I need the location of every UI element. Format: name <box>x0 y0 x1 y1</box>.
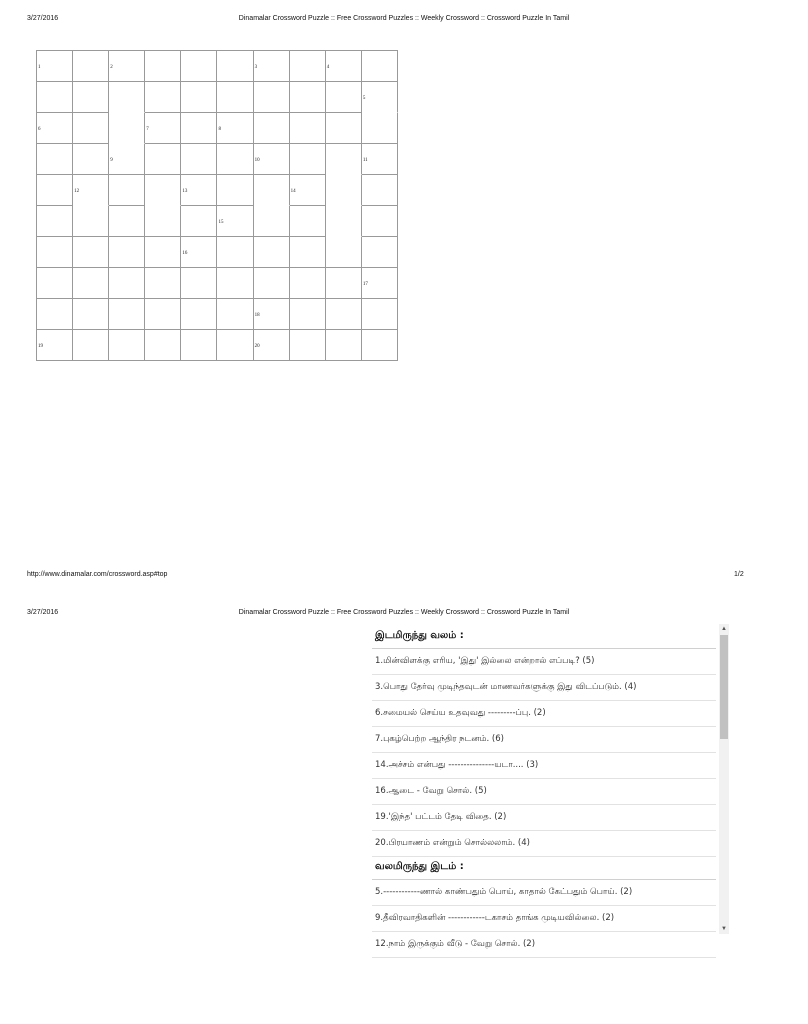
grid-cell[interactable] <box>362 206 398 237</box>
grid-cell[interactable] <box>37 113 73 144</box>
grid-cell[interactable] <box>37 82 73 113</box>
grid-cell[interactable] <box>37 299 73 330</box>
scroll-up-arrow-icon[interactable]: ▲ <box>721 626 727 632</box>
grid-cell[interactable] <box>145 268 181 299</box>
grid-cell[interactable] <box>73 237 109 268</box>
grid-cell[interactable] <box>290 330 326 361</box>
grid-cell[interactable] <box>326 82 362 113</box>
down-heading: வலமிருந்து இடம் : <box>372 857 716 880</box>
clue-number: 14 <box>290 189 296 194</box>
clue-item[interactable]: 7.புகழ்பெற்ற ஆந்திர நடனம். (6) <box>372 727 716 753</box>
grid-cell[interactable] <box>362 144 398 175</box>
clue-number: 8 <box>218 127 221 132</box>
grid-cell[interactable] <box>37 237 73 268</box>
page-1-title: Dinamalar Crossword Puzzle :: Free Crossword Puzzles :: Weekly Crossword :: Crossword Puzzle In Tamil <box>238 15 570 22</box>
grid-cell[interactable] <box>326 144 362 175</box>
grid-cell[interactable] <box>326 268 362 299</box>
grid-cell[interactable] <box>181 113 217 144</box>
grid-cell[interactable] <box>37 51 73 82</box>
clue-item[interactable]: 3.பொது தேர்வு முடிந்தவுடன் மாணவர்களுக்கு இது விடப்படும். (4) <box>372 675 716 701</box>
grid-cell[interactable] <box>326 113 362 144</box>
clue-number: 17 <box>362 282 368 287</box>
crossword-grid <box>36 50 398 361</box>
page-1-date: 3/27/2016 <box>27 15 59 22</box>
clue-number: 18 <box>254 313 260 318</box>
grid-cell[interactable] <box>326 206 362 237</box>
grid-cell[interactable] <box>109 144 145 175</box>
clue-item[interactable]: 12.நாம் இருக்கும் வீடு - வேறு சொல். (2) <box>372 932 716 958</box>
page-number: 1/2 <box>734 571 744 578</box>
grid-cell[interactable] <box>362 299 398 330</box>
clue-number: 10 <box>254 158 260 163</box>
grid-cell[interactable] <box>290 237 326 268</box>
grid-cell[interactable] <box>326 175 362 206</box>
grid-cell[interactable] <box>290 82 326 113</box>
clue-number: 7 <box>146 127 149 132</box>
grid-cell[interactable] <box>109 237 145 268</box>
clue-number: 19 <box>38 344 43 349</box>
grid-cell[interactable] <box>181 330 217 361</box>
grid-cell[interactable] <box>73 113 109 144</box>
clue-number: 16 <box>182 251 188 256</box>
grid-cell[interactable] <box>73 175 109 206</box>
grid-cell[interactable] <box>181 51 217 82</box>
grid-cell[interactable] <box>73 82 109 113</box>
grid-cell[interactable] <box>109 175 145 206</box>
grid-cell[interactable] <box>145 206 181 237</box>
grid-cell[interactable] <box>37 206 73 237</box>
clue-item[interactable]: 9.தீவிரவாதிகளின் ------------டகாசம் தாங்க முடியவில்லை. (2) <box>372 906 716 932</box>
grid-cell[interactable] <box>362 175 398 206</box>
grid-cell[interactable] <box>217 51 253 82</box>
grid-cell[interactable] <box>362 268 398 299</box>
page-2-title: Dinamalar Crossword Puzzle :: Free Crossword Puzzles :: Weekly Crossword :: Crossword Puzzle In Tamil <box>238 609 570 616</box>
grid-cell[interactable] <box>254 82 290 113</box>
grid-cell[interactable] <box>109 82 145 113</box>
grid-cell[interactable] <box>109 268 145 299</box>
grid-cell[interactable] <box>181 299 217 330</box>
across-clue-list <box>372 649 716 857</box>
grid-cell[interactable] <box>362 237 398 268</box>
grid-cell[interactable] <box>326 299 362 330</box>
grid-cell[interactable] <box>326 330 362 361</box>
clue-number: 11 <box>362 158 368 163</box>
grid-cell[interactable] <box>145 51 181 82</box>
grid-cell[interactable] <box>145 299 181 330</box>
clue-item[interactable]: 20.பிரயாணம் என்றும் சொல்லலாம். (4) <box>372 831 716 857</box>
grid-cell[interactable] <box>181 206 217 237</box>
grid-cell[interactable] <box>217 113 253 144</box>
down-clue-list <box>372 880 716 958</box>
clue-item[interactable]: 19.'இந்த' பட்டம் தேடி விதை. (2) <box>372 805 716 831</box>
grid-cell[interactable] <box>290 175 326 206</box>
clues-panel[interactable] <box>372 626 716 949</box>
clue-number: 1 <box>38 65 41 70</box>
clue-number: 6 <box>38 127 41 132</box>
grid-cell[interactable] <box>290 144 326 175</box>
grid-cell[interactable] <box>73 206 109 237</box>
grid-cell[interactable] <box>217 175 253 206</box>
grid-cell[interactable] <box>145 144 181 175</box>
clue-number: 13 <box>182 189 188 194</box>
grid-cell[interactable] <box>362 113 398 144</box>
grid-cell[interactable] <box>290 51 326 82</box>
grid-cell[interactable] <box>362 330 398 361</box>
clue-number: 3 <box>254 65 258 70</box>
grid-cell[interactable] <box>217 237 253 268</box>
grid-cell[interactable] <box>217 206 253 237</box>
clue-number: 4 <box>326 65 330 70</box>
grid-cell[interactable] <box>109 51 145 82</box>
grid-cell[interactable] <box>37 144 73 175</box>
grid-cell[interactable] <box>145 113 181 144</box>
grid-cell[interactable] <box>326 51 362 82</box>
grid-cell[interactable] <box>290 206 326 237</box>
grid-cell[interactable] <box>181 237 217 268</box>
clue-item[interactable]: 16.ஆடை - வேறு சொல். (5) <box>372 779 716 805</box>
scroll-down-arrow-icon[interactable]: ▼ <box>721 926 727 932</box>
grid-cell[interactable] <box>37 268 73 299</box>
grid-cell[interactable] <box>217 144 253 175</box>
clue-item[interactable]: 5.------------ணால் காண்பதும் பொய், காதால் கேட்பதும் பொய். (2) <box>372 880 716 906</box>
grid-cell[interactable] <box>73 299 109 330</box>
clue-number: 5 <box>362 96 366 101</box>
grid-cell[interactable] <box>254 51 290 82</box>
grid-cell[interactable] <box>73 330 109 361</box>
grid-cell[interactable] <box>109 299 145 330</box>
grid-cell[interactable] <box>326 237 362 268</box>
grid-cell[interactable] <box>217 82 253 113</box>
clue-item[interactable]: 1.மின்விளக்கு எரிய, 'இது' இல்லை என்றால் எப்படி? (5) <box>372 649 716 675</box>
grid-cell[interactable] <box>290 299 326 330</box>
grid-cell[interactable] <box>217 330 253 361</box>
grid-cell[interactable] <box>181 144 217 175</box>
grid-cell[interactable] <box>145 175 181 206</box>
grid-cell[interactable] <box>73 144 109 175</box>
grid-cell[interactable] <box>181 175 217 206</box>
grid-cell[interactable] <box>290 268 326 299</box>
grid-cell[interactable] <box>37 330 73 361</box>
across-heading: இடமிருந்து வலம் : <box>372 626 716 649</box>
grid-cell[interactable] <box>181 82 217 113</box>
grid-cell[interactable] <box>217 299 253 330</box>
grid-cell[interactable] <box>181 268 217 299</box>
grid-cell[interactable] <box>145 330 181 361</box>
grid-cell[interactable] <box>217 268 253 299</box>
grid-cell[interactable] <box>254 144 290 175</box>
grid-cell[interactable] <box>37 175 73 206</box>
clue-item[interactable]: 6.சமையல் செய்ய உதவுவது ---------ப்பு. (2) <box>372 701 716 727</box>
grid-cell[interactable] <box>109 206 145 237</box>
clue-number: 9 <box>110 158 113 163</box>
page-1-url: http://www.dinamalar.com/crossword.asp#top <box>27 571 168 578</box>
grid-cell[interactable] <box>73 51 109 82</box>
page-2-date: 3/27/2016 <box>27 609 59 616</box>
clue-number: 15 <box>218 220 224 225</box>
clues-scrollbar[interactable] <box>719 624 729 934</box>
grid-cell[interactable] <box>145 82 181 113</box>
grid-cell[interactable] <box>109 330 145 361</box>
grid-cell[interactable] <box>254 113 290 144</box>
grid-cell[interactable] <box>254 299 290 330</box>
clue-item[interactable]: 14.அச்சம் என்பது ---------------யடா.... (3) <box>372 753 716 779</box>
grid-cell[interactable] <box>362 51 398 82</box>
grid-cell[interactable] <box>254 206 290 237</box>
grid-cell[interactable] <box>254 268 290 299</box>
grid-cell[interactable] <box>254 237 290 268</box>
grid-cell[interactable] <box>73 268 109 299</box>
grid-cell[interactable] <box>145 237 181 268</box>
clue-number: 2 <box>110 65 113 70</box>
scrollbar-thumb[interactable] <box>720 635 728 739</box>
grid-cell[interactable] <box>254 175 290 206</box>
grid-cell[interactable] <box>109 113 145 144</box>
clue-number: 20 <box>254 344 260 349</box>
grid-cell[interactable] <box>254 330 290 361</box>
clue-number: 12 <box>74 189 80 194</box>
grid-cell[interactable] <box>362 82 398 113</box>
grid-cell[interactable] <box>290 113 326 144</box>
